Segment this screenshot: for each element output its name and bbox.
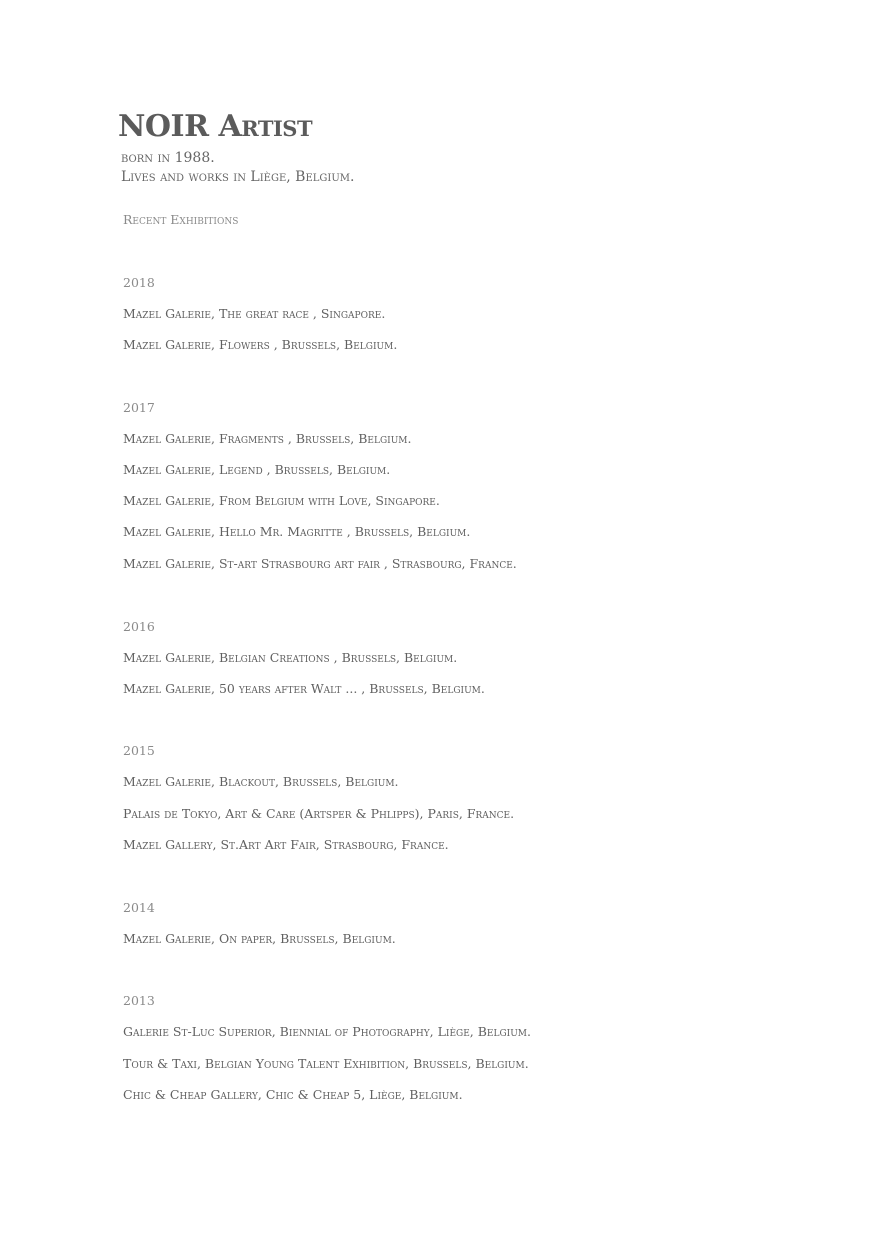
exhibition-entry: Chic & Cheap Gallery, Chic & Cheap 5, Liège, Belgium. [123, 1087, 463, 1102]
artist-name: NOIR Artist [118, 109, 313, 144]
exhibition-entry: Mazel Galerie, The great race , Singapore. [123, 306, 386, 321]
exhibition-entry: Mazel Galerie, Fragments , Brussels, Belgium. [123, 431, 412, 446]
year-heading: 2013 [123, 993, 155, 1008]
year-heading: 2015 [123, 743, 155, 758]
exhibition-entry: Mazel Galerie, Blackout, Brussels, Belgium. [123, 774, 399, 789]
exhibition-entry: Tour & Taxi, Belgian Young Talent Exhibition, Brussels, Belgium. [123, 1056, 529, 1071]
exhibition-entry: Mazel Galerie, Flowers , Brussels, Belgium. [123, 337, 398, 352]
year-heading: 2018 [123, 275, 155, 290]
exhibition-entry: Mazel Galerie, 50 years after Walt ... , Brussels, Belgium. [123, 681, 485, 696]
exhibition-entry: Mazel Galerie, Belgian Creations , Brussels, Belgium. [123, 650, 458, 665]
year-heading: 2016 [123, 619, 155, 634]
exhibition-entry: Palais de Tokyo, Art & Care (Artsper & Phlipps), Paris, France. [123, 806, 515, 821]
exhibition-entry: Mazel Galerie, Hello Mr. Magritte , Brussels, Belgium. [123, 524, 471, 539]
exhibition-entry: Mazel Gallery, St.Art Art Fair, Strasbourg, France. [123, 837, 449, 852]
exhibition-entry: Galerie St-Luc Superior, Biennial of Photography, Liège, Belgium. [123, 1024, 531, 1039]
section-title: Recent Exhibitions [123, 212, 239, 227]
year-heading: 2014 [123, 900, 155, 915]
year-heading: 2017 [123, 400, 155, 415]
bio-birth: born in 1988. [121, 150, 215, 166]
exhibition-entry: Mazel Galerie, From Belgium with Love, Singapore. [123, 493, 440, 508]
exhibition-entry: Mazel Galerie, St-art Strasbourg art fair , Strasbourg, France. [123, 556, 517, 571]
artist-bio [121, 149, 354, 187]
bio-residence: Lives and works in Liège, Belgium. [121, 169, 355, 185]
exhibition-entry: Mazel Galerie, Legend , Brussels, Belgium. [123, 462, 391, 477]
exhibition-entry: Mazel Galerie, On paper, Brussels, Belgium. [123, 931, 396, 946]
